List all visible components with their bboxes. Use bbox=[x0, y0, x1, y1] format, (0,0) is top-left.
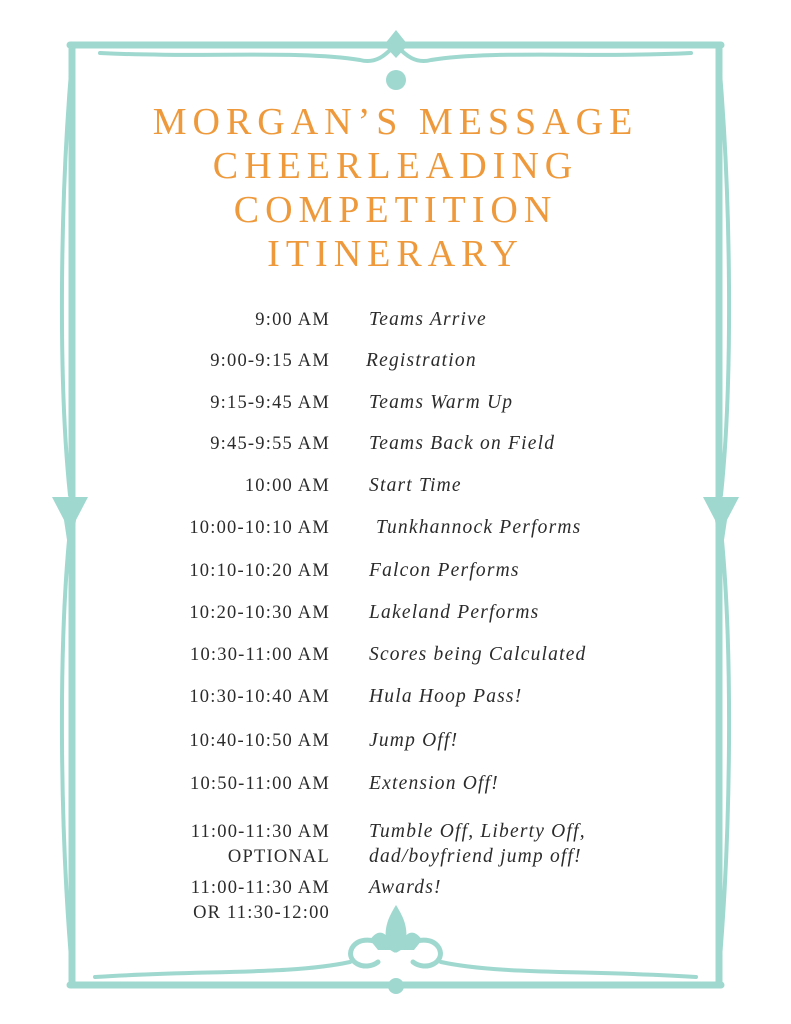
title-line: CHEERLEADING bbox=[212, 145, 579, 187]
title-line: MORGAN’S MESSAGE bbox=[152, 101, 639, 143]
schedule-time: 9:00 AM bbox=[255, 310, 330, 330]
title-line: ITINERARY bbox=[267, 233, 524, 275]
schedule-time: 9:15-9:45 AM bbox=[210, 393, 330, 413]
schedule-time: 10:30-11:00 AM bbox=[190, 645, 330, 665]
schedule-time: 9:45-9:55 AM bbox=[210, 434, 330, 454]
schedule-event: Teams Arrive bbox=[369, 309, 487, 330]
schedule-event: Teams Back on Field bbox=[369, 433, 556, 454]
schedule-time: 10:00 AM bbox=[244, 476, 330, 496]
schedule-event: Hula Hoop Pass! bbox=[369, 686, 523, 707]
schedule-time: 11:00-11:30 AM bbox=[190, 878, 330, 898]
schedule-time: 10:10-10:20 AM bbox=[189, 561, 330, 581]
schedule-event: Extension Off! bbox=[369, 773, 499, 794]
schedule-time: 10:50-11:00 AM bbox=[190, 774, 330, 794]
schedule-event: Awards! bbox=[369, 877, 442, 898]
schedule-time: 10:00-10:10 AM bbox=[189, 518, 330, 538]
schedule-time-note: OPTIONAL bbox=[227, 847, 330, 867]
schedule-time-note: OR 11:30-12:00 bbox=[193, 903, 330, 923]
schedule-time: 10:30-10:40 AM bbox=[189, 687, 330, 707]
schedule-event: Lakeland Performs bbox=[369, 602, 540, 623]
schedule-time: 11:00-11:30 AM bbox=[190, 822, 330, 842]
schedule-event: Scores being Calculated bbox=[369, 644, 587, 665]
schedule-event-continued: dad/boyfriend jump off! bbox=[369, 846, 582, 867]
schedule-event: Falcon Performs bbox=[369, 560, 520, 581]
schedule-event: Registration bbox=[366, 350, 477, 371]
schedule-event: Tunkhannock Performs bbox=[376, 517, 582, 538]
page-title bbox=[0, 100, 791, 276]
title-line: COMPETITION bbox=[233, 189, 558, 231]
schedule-time: 10:20-10:30 AM bbox=[189, 603, 330, 623]
schedule-event: Start Time bbox=[369, 475, 462, 496]
schedule-event: Teams Warm Up bbox=[369, 392, 514, 413]
schedule-event: Jump Off! bbox=[369, 730, 459, 751]
schedule-time: 9:00-9:15 AM bbox=[210, 351, 330, 371]
schedule-time: 10:40-10:50 AM bbox=[189, 731, 330, 751]
schedule-event: Tumble Off, Liberty Off, bbox=[369, 821, 586, 842]
